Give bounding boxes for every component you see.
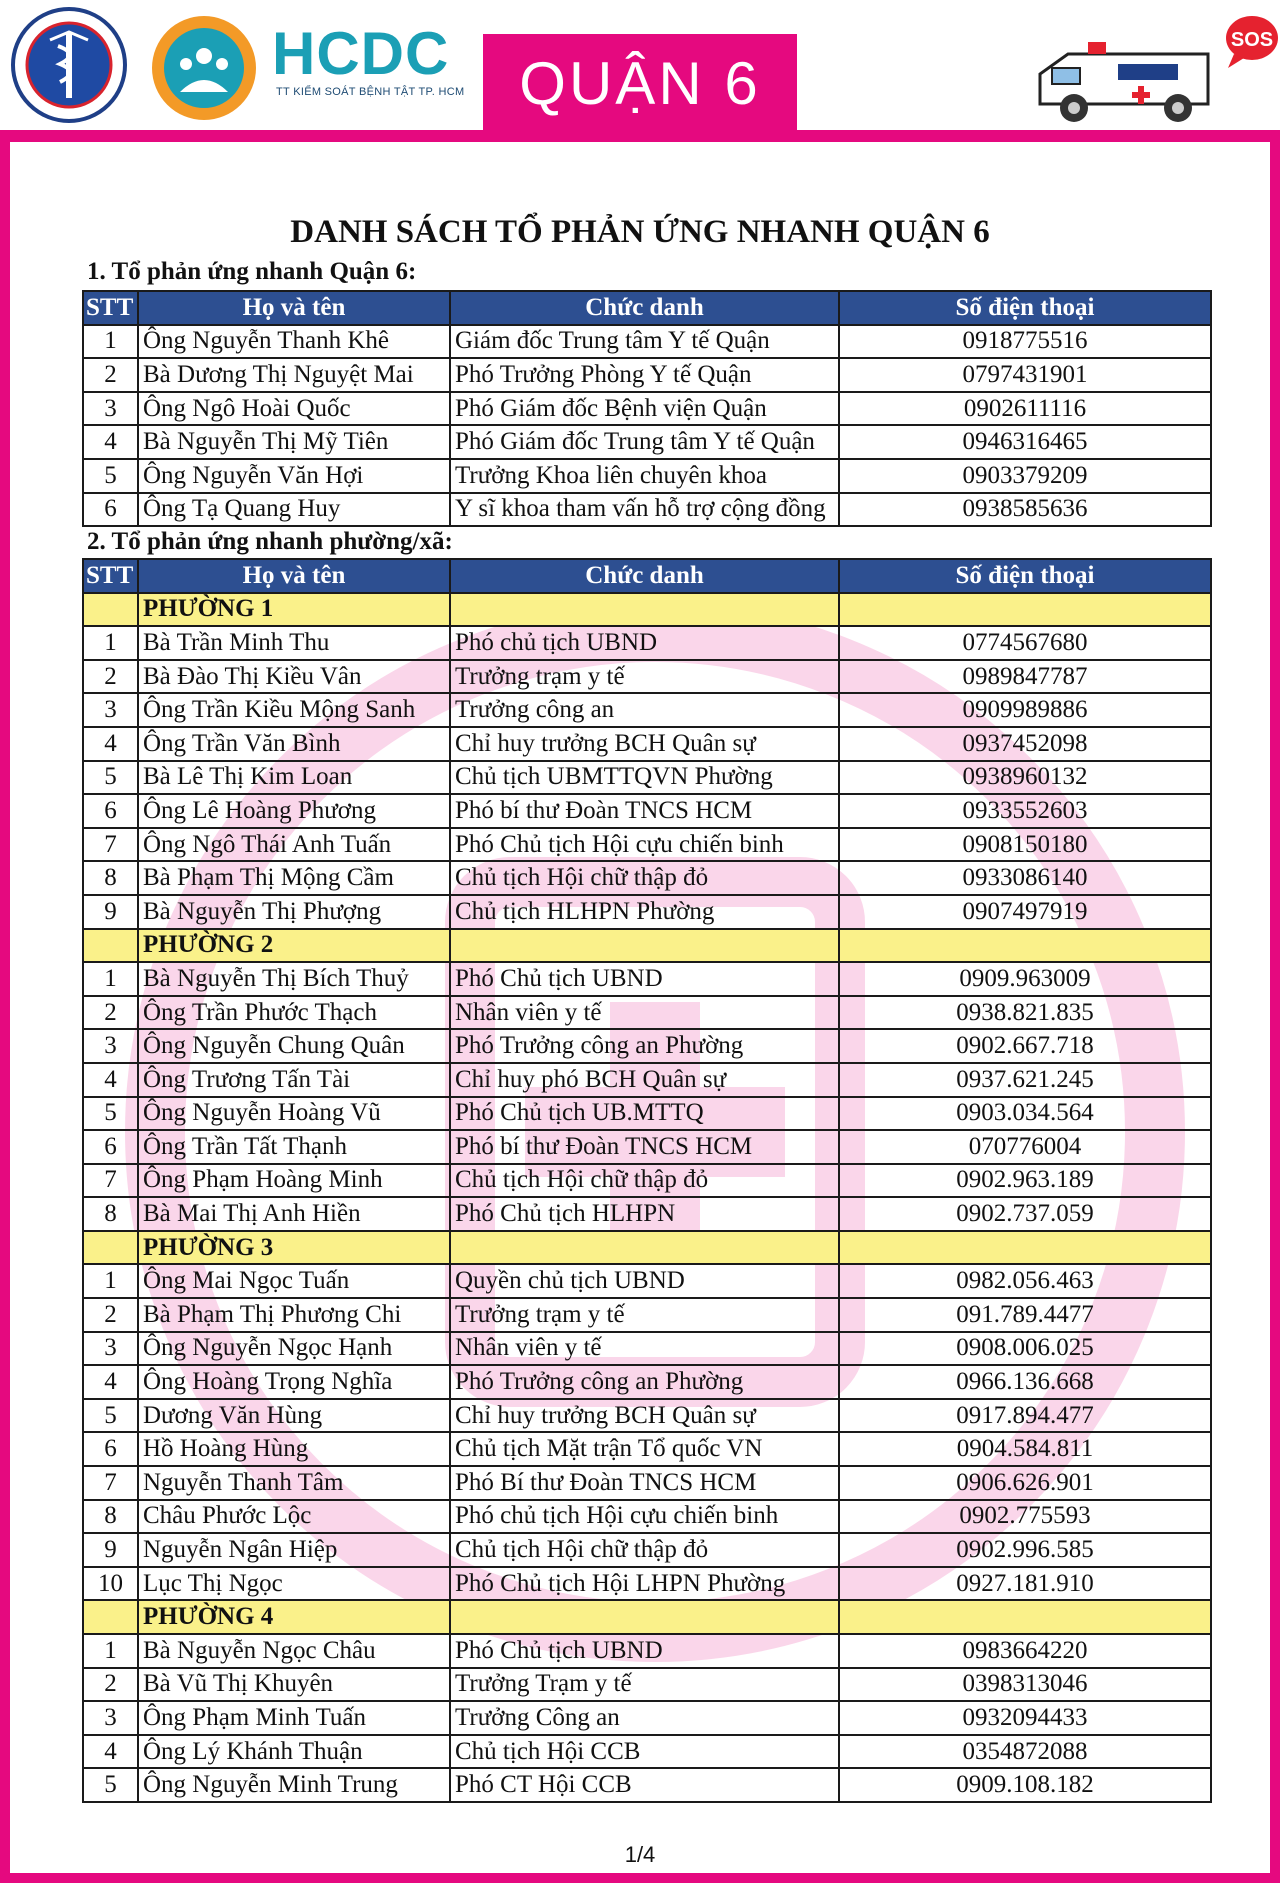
row-stt: 4 (83, 1735, 138, 1769)
row-phone: 0937452098 (839, 727, 1211, 761)
row-name: Ông Trần Tất Thạnh (138, 1130, 450, 1164)
row-phone: 0903379209 (839, 459, 1211, 493)
row-stt: 3 (83, 1332, 138, 1366)
row-phone: 0932094433 (839, 1701, 1211, 1735)
table-row (83, 1063, 1211, 1097)
row-stt: 9 (83, 895, 138, 929)
row-name: Châu Phước Lộc (138, 1500, 450, 1534)
ward-name: PHƯỜNG 1 (138, 593, 450, 627)
row-stt: 5 (83, 761, 138, 795)
table-row (83, 660, 1211, 694)
table-row (83, 1735, 1211, 1769)
column-header-position: Chức danh (450, 559, 839, 593)
row-position: Nhân viên y tế (450, 996, 839, 1030)
row-stt: 1 (83, 626, 138, 660)
row-phone: 091.789.4477 (839, 1298, 1211, 1332)
table-row (83, 727, 1211, 761)
row-phone: 0908.006.025 (839, 1332, 1211, 1366)
row-position: Phó Chủ tịch UBND (450, 962, 839, 996)
row-phone: 0903.034.564 (839, 1097, 1211, 1131)
table-row (83, 1298, 1211, 1332)
column-header-position: Chức danh (450, 291, 839, 325)
row-position: Phó CT Hội CCB (450, 1768, 839, 1802)
row-name: Bà Đào Thị Kiều Vân (138, 660, 450, 694)
ward-group-row (83, 1231, 1211, 1265)
table-row (83, 1399, 1211, 1433)
row-phone: 0909989886 (839, 693, 1211, 727)
row-stt: 8 (83, 861, 138, 895)
table-row (83, 895, 1211, 929)
row-position: Nhân viên y tế (450, 1332, 839, 1366)
row-phone: 0902.667.718 (839, 1029, 1211, 1063)
table-row (83, 358, 1211, 392)
row-stt: 8 (83, 1500, 138, 1534)
row-phone: 0909.108.182 (839, 1768, 1211, 1802)
row-phone: 0906.626.901 (839, 1466, 1211, 1500)
row-position: Trưởng trạm y tế (450, 660, 839, 694)
ward-name: PHƯỜNG 2 (138, 929, 450, 963)
row-phone: 0902.737.059 (839, 1197, 1211, 1231)
table-row (83, 1533, 1211, 1567)
row-name: Ông Nguyễn Văn Hợi (138, 459, 450, 493)
row-position: Phó bí thư Đoàn TNCS HCM (450, 794, 839, 828)
row-phone: 0902.775593 (839, 1500, 1211, 1534)
column-header-phone: Số điện thoại (839, 559, 1211, 593)
table-row (83, 1197, 1211, 1231)
row-phone: 0937.621.245 (839, 1063, 1211, 1097)
row-name: Ông Trần Văn Bình (138, 727, 450, 761)
row-position: Phó Trưởng công an Phường (450, 1029, 839, 1063)
row-phone: 0927.181.910 (839, 1567, 1211, 1601)
row-name: Ông Nguyễn Hoàng Vũ (138, 1097, 450, 1131)
row-name: Bà Nguyễn Thị Bích Thuỷ (138, 962, 450, 996)
row-name: Ông Nguyễn Minh Trung (138, 1768, 450, 1802)
row-phone: 0774567680 (839, 626, 1211, 660)
page-number: 1/4 (624, 1842, 656, 1867)
row-stt: 4 (83, 425, 138, 459)
document-title: DANH SÁCH TỔ PHẢN ỨNG NHANH QUẬN 6 (290, 214, 990, 250)
row-position: Chỉ huy trưởng BCH Quân sự (450, 1399, 839, 1433)
row-phone: 0938585636 (839, 493, 1211, 527)
row-stt: 10 (83, 1567, 138, 1601)
row-name: Bà Lê Thị Kim Loan (138, 761, 450, 795)
group-phone-empty (839, 1231, 1211, 1265)
ambulance-sos-icon (1028, 4, 1278, 132)
row-stt: 4 (83, 727, 138, 761)
department-of-health-seal-icon (10, 6, 128, 124)
row-stt: 1 (83, 1264, 138, 1298)
row-name: Hồ Hoàng Hùng (138, 1432, 450, 1466)
ward-team-table (82, 558, 1212, 1803)
row-phone: 0938960132 (839, 761, 1211, 795)
row-stt: 3 (83, 1701, 138, 1735)
row-stt: 2 (83, 996, 138, 1030)
column-header-stt: STT (83, 291, 138, 325)
row-name: Ông Ngô Hoài Quốc (138, 392, 450, 426)
row-position: Chủ tịch Hội CCB (450, 1735, 839, 1769)
group-stt-empty (83, 1600, 138, 1634)
group-phone-empty (839, 929, 1211, 963)
sos-label: SOS (1230, 29, 1274, 51)
row-name: Lục Thị Ngọc (138, 1567, 450, 1601)
row-position: Phó Giám đốc Trung tâm Y tế Quận (450, 425, 839, 459)
row-position: Phó Chủ tịch UB.MTTQ (450, 1097, 839, 1131)
row-stt: 5 (83, 1768, 138, 1802)
table-row (83, 693, 1211, 727)
row-stt: 1 (83, 325, 138, 359)
table-row (83, 996, 1211, 1030)
section-1-title: 1. Tổ phản ứng nhanh Quận 6: (87, 258, 417, 285)
row-stt: 7 (83, 1466, 138, 1500)
ward-name: PHƯỜNG 4 (138, 1600, 450, 1634)
row-name: Ông Trần Kiều Mộng Sanh (138, 693, 450, 727)
row-name: Dương Văn Hùng (138, 1399, 450, 1433)
row-position: Phó Bí thư Đoàn TNCS HCM (450, 1466, 839, 1500)
table-row (83, 1130, 1211, 1164)
row-phone: 0902611116 (839, 392, 1211, 426)
row-phone: 0902.963.189 (839, 1164, 1211, 1198)
row-name: Bà Trần Minh Thu (138, 626, 450, 660)
row-phone: 0989847787 (839, 660, 1211, 694)
row-name: Ông Phạm Minh Tuấn (138, 1701, 450, 1735)
row-phone: 0797431901 (839, 358, 1211, 392)
table-row (83, 794, 1211, 828)
table-row (83, 325, 1211, 359)
row-phone: 070776004 (839, 1130, 1211, 1164)
row-name: Ông Lê Hoàng Phương (138, 794, 450, 828)
row-position: Phó Chủ tịch Hội LHPN Phường (450, 1567, 839, 1601)
row-position: Trưởng Khoa liên chuyên khoa (450, 459, 839, 493)
table-row (83, 425, 1211, 459)
row-phone: 0917.894.477 (839, 1399, 1211, 1433)
row-phone: 0983664220 (839, 1634, 1211, 1668)
row-name: Bà Phạm Thị Mộng Cầm (138, 861, 450, 895)
row-name: Bà Mai Thị Anh Hiền (138, 1197, 450, 1231)
row-stt: 6 (83, 1432, 138, 1466)
row-position: Quyền chủ tịch UBND (450, 1264, 839, 1298)
row-position: Chủ tịch UBMTTQVN Phường (450, 761, 839, 795)
org-name: HCDC (272, 20, 450, 87)
row-name: Nguyễn Ngân Hiệp (138, 1533, 450, 1567)
group-stt-empty (83, 929, 138, 963)
ward-name: PHƯỜNG 3 (138, 1231, 450, 1265)
row-stt: 2 (83, 660, 138, 694)
row-phone: 0966.136.668 (839, 1365, 1211, 1399)
row-name: Bà Phạm Thị Phương Chi (138, 1298, 450, 1332)
row-stt: 6 (83, 1130, 138, 1164)
hcdc-logo-icon (148, 12, 260, 124)
row-stt: 3 (83, 1029, 138, 1063)
table-row (83, 1768, 1211, 1802)
row-name: Ông Phạm Hoàng Minh (138, 1164, 450, 1198)
row-name: Ông Trương Tấn Tài (138, 1063, 450, 1097)
row-position: Chủ tịch Hội chữ thập đỏ (450, 861, 839, 895)
row-stt: 5 (83, 1399, 138, 1433)
row-position: Phó Trưởng Phòng Y tế Quận (450, 358, 839, 392)
table-row (83, 828, 1211, 862)
row-stt: 2 (83, 1668, 138, 1702)
row-stt: 8 (83, 1197, 138, 1231)
section-2-title: 2. Tổ phản ứng nhanh phường/xã: (87, 528, 453, 555)
table-row (83, 626, 1211, 660)
row-stt: 1 (83, 1634, 138, 1668)
row-position: Trưởng Công an (450, 1701, 839, 1735)
row-name: Bà Nguyễn Thị Mỹ Tiên (138, 425, 450, 459)
table-row (83, 1567, 1211, 1601)
row-position: Phó Chủ tịch UBND (450, 1634, 839, 1668)
table-row (83, 1432, 1211, 1466)
row-stt: 3 (83, 392, 138, 426)
row-position: Chủ tịch HLHPN Phường (450, 895, 839, 929)
table-row (83, 1029, 1211, 1063)
row-name: Ông Tạ Quang Huy (138, 493, 450, 527)
table-row (83, 392, 1211, 426)
row-position: Chỉ huy phó BCH Quân sự (450, 1063, 839, 1097)
row-phone: 0398313046 (839, 1668, 1211, 1702)
row-position: Chủ tịch Hội chữ thập đỏ (450, 1533, 839, 1567)
table-row (83, 1668, 1211, 1702)
row-position: Y sĩ khoa tham vấn hỗ trợ cộng đồng (450, 493, 839, 527)
row-phone: 0902.996.585 (839, 1533, 1211, 1567)
row-position: Phó Chủ tịch Hội cựu chiến binh (450, 828, 839, 862)
table-row (83, 493, 1211, 527)
row-name: Bà Vũ Thị Khuyên (138, 1668, 450, 1702)
ward-group-row (83, 1600, 1211, 1634)
table-row (83, 1500, 1211, 1534)
district-team-table (82, 290, 1212, 527)
row-stt: 9 (83, 1533, 138, 1567)
group-stt-empty (83, 593, 138, 627)
row-phone: 0904.584.811 (839, 1432, 1211, 1466)
row-position: Chủ tịch Mặt trận Tổ quốc VN (450, 1432, 839, 1466)
page-header (0, 0, 1280, 132)
row-phone: 0354872088 (839, 1735, 1211, 1769)
ward-group-row (83, 929, 1211, 963)
row-position: Trưởng trạm y tế (450, 1298, 839, 1332)
column-header-name: Họ và tên (138, 559, 450, 593)
row-name: Bà Nguyễn Thị Phượng (138, 895, 450, 929)
group-phone-empty (839, 593, 1211, 627)
row-phone: 0938.821.835 (839, 996, 1211, 1030)
row-name: Ông Lý Khánh Thuận (138, 1735, 450, 1769)
row-stt: 2 (83, 1298, 138, 1332)
column-header-stt: STT (83, 559, 138, 593)
group-position-empty (450, 593, 839, 627)
row-phone: 0908150180 (839, 828, 1211, 862)
row-position: Phó bí thư Đoàn TNCS HCM (450, 1130, 839, 1164)
column-header-phone: Số điện thoại (839, 291, 1211, 325)
row-position: Chủ tịch Hội chữ thập đỏ (450, 1164, 839, 1198)
table-row (83, 1701, 1211, 1735)
table-row (83, 1332, 1211, 1366)
row-name: Ông Trần Phước Thạch (138, 996, 450, 1030)
group-stt-empty (83, 1231, 138, 1265)
group-position-empty (450, 929, 839, 963)
row-phone: 0933086140 (839, 861, 1211, 895)
group-phone-empty (839, 1600, 1211, 1634)
table-row (83, 1634, 1211, 1668)
row-name: Nguyễn Thanh Tâm (138, 1466, 450, 1500)
table-row (83, 1365, 1211, 1399)
row-phone: 0946316465 (839, 425, 1211, 459)
row-name: Ông Mai Ngọc Tuấn (138, 1264, 450, 1298)
org-subtitle: TT KIỂM SOÁT BỆNH TẬT TP. HCM (276, 86, 465, 98)
row-phone: 0907497919 (839, 895, 1211, 929)
table-row (83, 962, 1211, 996)
group-position-empty (450, 1600, 839, 1634)
row-stt: 4 (83, 1365, 138, 1399)
row-stt: 4 (83, 1063, 138, 1097)
row-stt: 7 (83, 1164, 138, 1198)
row-name: Ông Nguyễn Ngọc Hạnh (138, 1332, 450, 1366)
document-frame (0, 130, 1280, 1883)
row-name: Bà Nguyễn Ngọc Châu (138, 1634, 450, 1668)
district-name: QUẬN 6 (519, 49, 761, 117)
table-row (83, 1164, 1211, 1198)
row-position: Phó chủ tịch Hội cựu chiến binh (450, 1500, 839, 1534)
row-position: Phó Trưởng công an Phường (450, 1365, 839, 1399)
row-stt: 5 (83, 459, 138, 493)
row-phone: 0933552603 (839, 794, 1211, 828)
table-row (83, 761, 1211, 795)
row-stt: 6 (83, 493, 138, 527)
row-name: Ông Hoàng Trọng Nghĩa (138, 1365, 450, 1399)
table-row (83, 459, 1211, 493)
row-stt: 5 (83, 1097, 138, 1131)
row-stt: 7 (83, 828, 138, 862)
column-header-name: Họ và tên (138, 291, 450, 325)
table-row (83, 1097, 1211, 1131)
row-stt: 1 (83, 962, 138, 996)
row-name: Ông Ngô Thái Anh Tuấn (138, 828, 450, 862)
group-position-empty (450, 1231, 839, 1265)
row-name: Ông Nguyễn Chung Quân (138, 1029, 450, 1063)
table-row (83, 1264, 1211, 1298)
row-phone: 0982.056.463 (839, 1264, 1211, 1298)
row-phone: 0918775516 (839, 325, 1211, 359)
row-position: Phó chủ tịch UBND (450, 626, 839, 660)
row-position: Phó Giám đốc Bệnh viện Quận (450, 392, 839, 426)
district-banner (483, 34, 797, 132)
table-row (83, 861, 1211, 895)
row-position: Giám đốc Trung tâm Y tế Quận (450, 325, 839, 359)
table-row (83, 1466, 1211, 1500)
row-name: Bà Dương Thị Nguyệt Mai (138, 358, 450, 392)
row-phone: 0909.963009 (839, 962, 1211, 996)
row-stt: 2 (83, 358, 138, 392)
ward-group-row (83, 593, 1211, 627)
row-stt: 6 (83, 794, 138, 828)
row-position: Chỉ huy trưởng BCH Quân sự (450, 727, 839, 761)
table-header-row (83, 291, 1211, 325)
row-position: Trưởng Trạm y tế (450, 1668, 839, 1702)
row-name: Ông Nguyễn Thanh Khê (138, 325, 450, 359)
table-header-row (83, 559, 1211, 593)
row-stt: 3 (83, 693, 138, 727)
row-position: Trưởng công an (450, 693, 839, 727)
row-position: Phó Chủ tịch HLHPN (450, 1197, 839, 1231)
